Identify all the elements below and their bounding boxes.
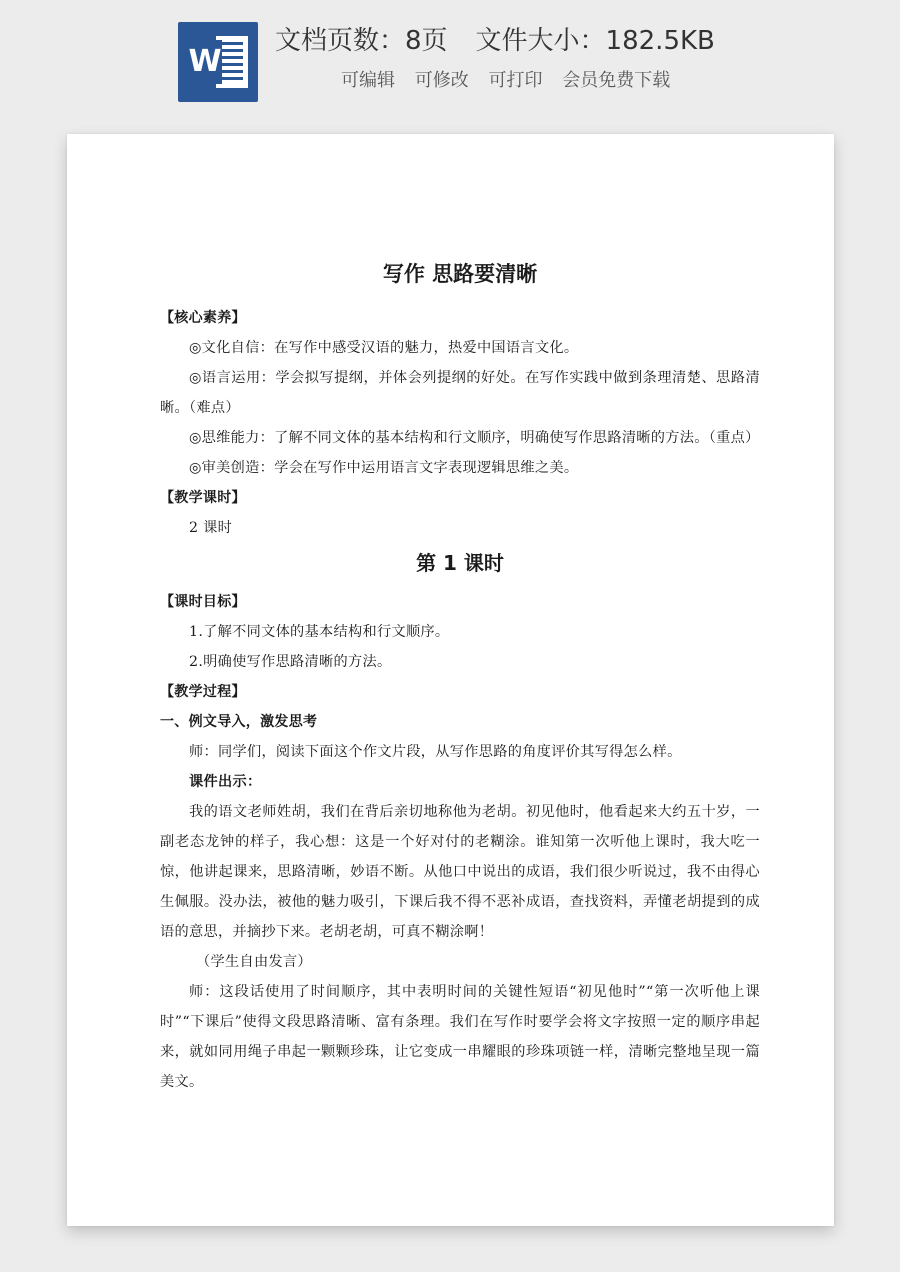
feature-editable: 可编辑: [341, 70, 395, 91]
student-note: （学生自由发言）: [196, 954, 312, 970]
section-heading: 一、例文导入，激发思考: [160, 714, 318, 730]
core-item: ◎审美创造：学会在写作中运用语言文字表现逻辑思维之美。: [189, 460, 579, 476]
hours-heading: 【教学课时】: [160, 490, 246, 506]
word-icon-line: [221, 63, 243, 66]
feature-member-download: 会员免费下载: [562, 70, 671, 91]
document-title: 写作 思路要清晰: [382, 262, 538, 286]
document-content: [160, 259, 760, 1097]
feature-list: [341, 66, 841, 92]
hours-value: 2 课时: [189, 520, 233, 536]
word-icon-line: [221, 49, 243, 52]
goal-item: 1.了解不同文体的基本结构和行文顺序。: [189, 624, 450, 640]
goal-item: 2.明确使写作思路清晰的方法。: [189, 654, 392, 670]
word-icon-line: [221, 56, 243, 59]
page-count: 文档页数：8页: [275, 26, 448, 56]
process-heading: 【教学过程】: [160, 684, 246, 700]
teacher-intro: 师：同学们，阅读下面这个作文片段，从写作思路的角度评价其写得怎么样。: [189, 744, 682, 760]
download-header: [0, 0, 900, 120]
courseware-label: 课件出示：: [189, 774, 262, 790]
example-text: 我的语文老师姓胡，我们在背后亲切地称他为老胡。初见他时，他看起来大约五十岁，一副老态龙钟的样子，我心想：这是一个好对付的老糊涂。谁知第一次听他上课时，我大吃一惊，他讲起课来，思路清晰，妙语不断。从他口中说出的成语，我们很少听说过，我不由得心生佩服。没办法，被他的魅力吸引，下课后我不得不恶补成语，查找资料，弄懂老胡提到的成语的意思，并摘抄下来。老胡老胡，可真不糊涂啊！: [160, 804, 760, 940]
core-item: ◎思维能力：了解不同文体的基本结构和行文顺序，明确使写作思路清晰的方法。（重点）: [189, 430, 760, 446]
teacher-summary: 师：这段话使用了时间顺序，其中表明时间的关键性短语“初见他时”“第一次听他上课时”“下课后”使得文段思路清晰、富有条理。我们在写作时要学会将文字按照一定的顺序串起来，就如同用绳子串起一颗颗珍珠，让它变成一串耀眼的珍珠项链一样，清晰完整地呈现一篇美文。: [160, 984, 760, 1090]
lesson-title: 第 1 课时: [416, 551, 504, 575]
goals-heading: 【课时目标】: [160, 594, 246, 610]
word-icon-line: [221, 42, 243, 45]
core-heading: 【核心素养】: [160, 310, 246, 326]
word-document-icon: [178, 22, 258, 102]
file-size: 文件大小：182.5KB: [475, 26, 715, 56]
word-icon-line: [221, 77, 243, 80]
core-item: ◎语言运用：学会拟写提纲，并体会列提纲的好处。在写作实践中做到条理清楚、思路清晰。（难点）: [160, 370, 760, 416]
file-info: [275, 20, 875, 57]
document-page: [67, 134, 834, 1226]
feature-printable: 可打印: [488, 70, 543, 91]
core-item: ◎文化自信：在写作中感受汉语的魅力，热爱中国语言文化。: [189, 340, 579, 356]
word-icon-letter: W: [188, 40, 222, 84]
feature-modifiable: 可修改: [414, 70, 469, 91]
word-icon-line: [221, 70, 243, 73]
